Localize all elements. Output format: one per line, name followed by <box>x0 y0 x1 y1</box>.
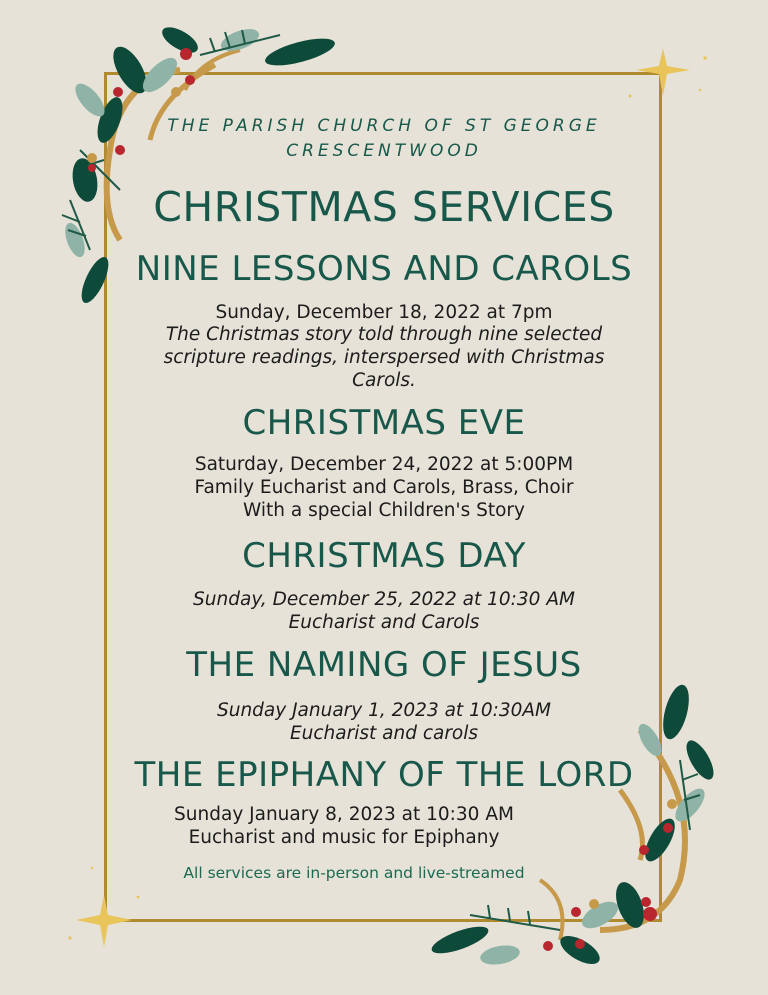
service-date: Saturday, December 24, 2022 at 5:00PM <box>194 454 574 475</box>
service-date: Sunday January 1, 2023 at 10:30AM <box>216 700 551 721</box>
service-date: Sunday, December 25, 2022 at 10:30 AM <box>193 589 575 610</box>
service-detail: Family Eucharist and Carols, Brass, Choir <box>194 477 574 498</box>
page-title: CHRISTMAS SERVICES <box>153 183 615 231</box>
sparkle-star-icon <box>629 48 707 98</box>
service-date: Sunday, December 18, 2022 at 7pm <box>215 302 553 323</box>
service-detail: Carols. <box>352 370 416 391</box>
parish-name-line-1: THE PARISH CHURCH OF ST GEORGE <box>167 116 601 136</box>
service-date: Sunday January 8, 2023 at 10:30 AM <box>174 804 514 825</box>
service-detail: Eucharist and music for Epiphany <box>188 827 500 848</box>
service-title-naming-of-jesus: THE NAMING OF JESUS <box>186 645 582 685</box>
service-detail: The Christmas story told through nine selected <box>165 324 603 345</box>
service-detail: Eucharist and carols <box>289 723 479 744</box>
footer-note: All services are in-person and live-streamed <box>183 864 525 882</box>
parish-name-line-2: CRESCENTWOOD <box>286 141 482 161</box>
service-title-christmas-day: CHRISTMAS DAY <box>242 536 526 576</box>
service-title-nine-lessons: NINE LESSONS AND CAROLS <box>135 249 633 289</box>
service-title-christmas-eve: CHRISTMAS EVE <box>242 403 526 443</box>
service-detail: scripture readings, interspersed with Christmas <box>163 347 605 368</box>
service-detail: With a special Children's Story <box>243 500 525 521</box>
service-title-epiphany: THE EPIPHANY OF THE LORD <box>134 755 634 795</box>
service-detail: Eucharist and Carols <box>288 612 480 633</box>
